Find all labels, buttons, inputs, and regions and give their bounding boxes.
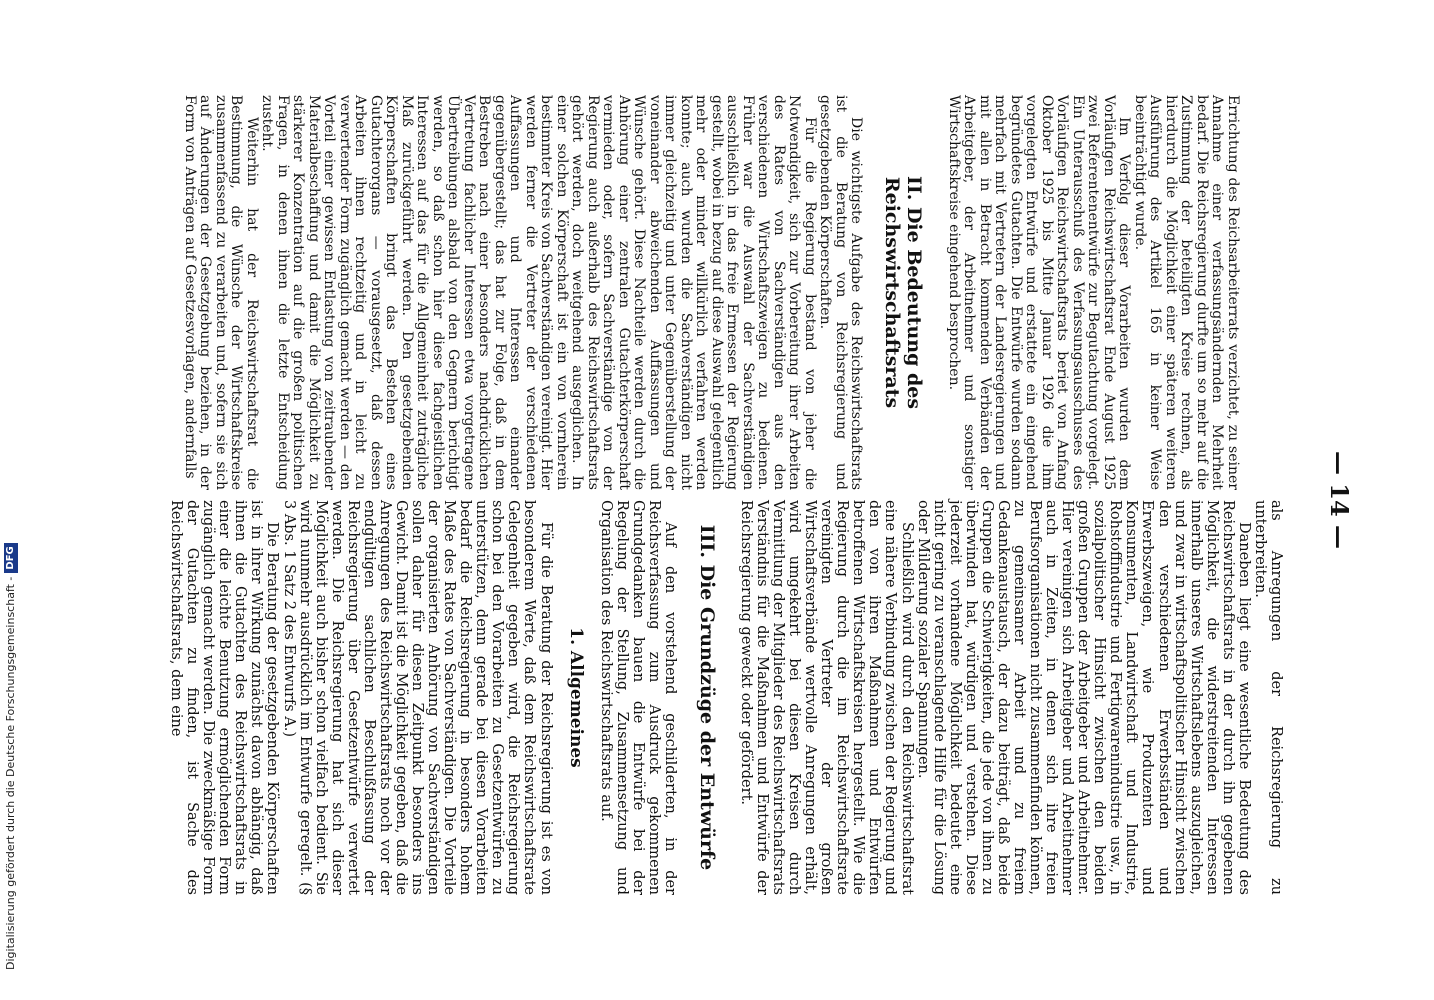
paragraph: Weiterhin hat der Reichswirtschaftsrat die Bestimmung, die Wünsche der Wirtschaftskreise zusammenfassend zu verarbeiten und, sofern sie sich auf Änderungen der Gesetzgebung beziehen, in der Form von Anträgen auf Gesetzesvorlagen, andernfalls: [182, 95, 260, 490]
dfg-logo: DFG: [4, 543, 18, 572]
section-heading-2: II. Die Bedeutung des Reichswirtschaftsrats: [881, 175, 926, 410]
paragraph: Für die Regierung bestand von jeher die Notwendigkeit, sich zur Vorbereitung ihrer Arbeiten des Rates von Sachverständigen aus den verschiedenen Wirtschaftszweigen zu bedienen. Früher war die Auswahl der Sachverständigen ausschließlich in das freie Ermessen der Regierung gestellt, wobei in bezug auf diese Auswahl gelegentlich mehr oder minder willkürlich verfahren werden konnte; auch wurden die Sachverständigen nicht immer gleichzeitig und unter Gegenüberstellung der voneinander abweichenden Auffassungen und Wünsche gehört. Diese Nachteile werden durch die Anhörung einer zentralen Gutachterkörperschaft vermieden oder, sofern Sachverständige von der Regierung auch außerhalb des Reichswirtschaftsrats gehört werden, doch weitgehend ausgeglichen. In einer solchen Körperschaft ist ein von vornherein bestimmter Kreis von Sachverständigen vereinigt. Hier werden ferner die Vertreter der verschiedenen Auffassungen und Interessen einander gegenübergestellt; das hat zur Folge, daß in dem Bestreben nach einer besonders nachdrücklichen Vertretung fachlicher Interessen etwa vorgetragene Übertreibungen alsbald von den Gegnern berichtigt werden, so daß schon hier diese fachgeistlichen Interessen auf das für die Allgemeinheit zuträgliche Maß zurückgeführt werden. Den gesetzgebenden Körperschaften bringt das Bestehen eines Gutachterorgans — vorausgesetzt, daß dessen Arbeiten ihnen rechtzeitig und in leicht zu verwertender Form zugänglich gemacht werden — den Vorteil einer gewissen Entlastung von zeitraubender Materialbeschaffung und damit die Möglichkeit zu stärkerer Konzentration auf die großen politischen Fragen, in denen ihnen die letzte Entscheidung zusteht.: [259, 95, 818, 490]
text-column-a: [182, 95, 1241, 490]
text-column-b: [168, 500, 1284, 895]
digitization-credit: [0, 0, 22, 1000]
paragraph: Im Verfolg dieser Vorarbeiten wurden dem Vorläufigen Reichswirtschaftsrat Ende August 1925 zwei Referentenentwürfe zur Begutachtung vorgelegt. Ein Unterausschuß des Verfassungsausschusses des Vorläufigen Reichswirtschaftsrats beriet von Anfang Oktober 1925 bis Mitte Januar 1926 die ihm vorgelegten Entwürfe und erstattete ein eingehend begründetes Gutachten. Die Entwürfe wurden sodann mehrfach mit Vertretern der Landesregierungen und mit allen in Betracht kommenden Verbänden der Arbeitgeber, der Arbeitnehmer und sonstiger Wirtschaftskreise eingehend besprochen.: [946, 95, 1133, 490]
paragraph: Auf den vorstehend geschilderten, in der Reichsverfassung zum Ausdruck gekommenen Grundgedanken bauen die Entwürfe bei der Regelung der Stellung, Zusammensetzung und Organisation des Reichswirtschaftsrats auf.: [597, 500, 678, 895]
section-heading-3: III. Die Grundzüge der Entwürfe: [695, 524, 718, 871]
paragraph: Schließlich wird durch den Reichswirtschaftsrat eine nähere Verbindung zwischen der Regierung und den von ihren Maßnahmen und Entwürfen betroffenen Wirtschaftskreisen hergestellt. Wie die Regierung durch die im Reichswirtschaftsrate vereinigten Vertreter der großen Wirtschaftsverbände wertvolle Anregungen erhält, wird umgekehrt bei diesen Kreisen durch Vermittlung der Mitglieder des Reichswirtschaftsrats Verständnis für die Maßnahmen und Entwürfe der Reichsregierung geweckt oder gefördert.: [737, 500, 915, 895]
credit-text: Digitalisierung gefördert durch die Deutsche Forschungsgemeinschaft -: [4, 576, 17, 970]
paragraph: als Anregungen der Reichsregierung zu unterbreiten.: [1251, 500, 1284, 895]
paragraph: Für die Beratung der Reichsregierung ist es von besonderem Werte, daß dem Reichswirtschaftsrate Gelegenheit gegeben wird, die Reichsregierung schon bei den Vorarbeiten zu Gesetzentwürfen zu unterstützen, denn gerade bei diesen Vorarbeiten bedarf die Reichsregierung in besonders hohem Maße des Rates von Sachverständigen. Die Vorteile der organisierten Anhörung von Sachverständigen sollen daher für diesen Zeitpunkt besonders ins Gewicht. Damit ist die Möglichkeit gegeben, daß die Anregungen des Reichswirtschaftsrats noch vor der endgültigen sachlichen Beschlußfassung der Reichsregierung über Gesetzentwürfe verwertet werden. Die Reichsregierung hat sich dieser Möglichkeit auch bisher schon vielfach bedient. Sie wird nunmehr ausdrücklich im Entwurfe geregelt. (§ 3 Abs. 1 Satz 2 des Entwurfs A.): [280, 500, 554, 895]
subheading-general: 1. Allgemeines: [565, 627, 586, 768]
paragraph: Die Beratung der gesetzgebenden Körperschaften ist in ihrer Wirkung zunächst davon abhängig, daß ihnen die Gutachten des Reichswirtschaftsrats in einer die leichte Benutzung ermöglichenden Form zugänglich gemacht werden. Die zweckmäßige Form der Gutachten zu finden, ist Sache des Reichswirtschaftsrats, dem eine: [168, 500, 281, 895]
paragraph: Die wichtigste Aufgabe des Reichswirtschaftsrats ist die Beratung von Reichsregierung und gesetzgebenden Körperschaften.: [817, 95, 865, 490]
digitization-sidebar: [0, 0, 22, 1000]
paragraph: Errichtung des Reichsarbeiterrats verzichtet, zu seiner Annahme einer verfassungsändernden Mehrheit bedarf. Die Reichsregierung durfte um so mehr auf die Zustimmung der beteiligten Kreise rechnen, als hierdurch die Möglichkeit einer späteren weiteren Ausführung des Artikel 165 in keiner Weise beeinträchtigt wurde.: [1132, 95, 1241, 490]
paragraph: Daneben liegt eine wesentliche Bedeutung des Reichswirtschaftsrats in der durch ihn gegebenen Möglichkeit, die widerstreitenden Interessen innerhalb unseres Wirtschaftslebens auszugleichen, und zwar in wirtschaftspolitischer Hinsicht zwischen den verschiedenen Erwerbsständen und Erwerbszweigen, wie Produzenten und Konsumenten, Landwirtschaft und Industrie, Rohstoffindustrie und Fertigwarenindustrie usw., in sozialpolitischer Hinsicht zwischen den beiden großen Gruppen der Arbeitgeber und Arbeitnehmer. Hier vereinigen sich Arbeitgeber und Arbeitnehmer auch in Zeiten, in denen sich ihre freien Berufsorganisationen nicht zusammenfinden können, zu gemeinsamer Arbeit und zu freiem Gedankenaustausch, der dazu beiträgt, daß beide Gruppen die Schwierigkeiten, die jede von ihnen zu überwinden hat, würdigen und verstehen. Diese jederzeit vorhandene Möglichkeit bedeutet eine nicht gering zu veranschlagende Hilfe für die Lösung oder Milderung sozialer Spannungen.: [914, 500, 1252, 895]
page-number: — 14 —: [1325, 450, 1354, 550]
